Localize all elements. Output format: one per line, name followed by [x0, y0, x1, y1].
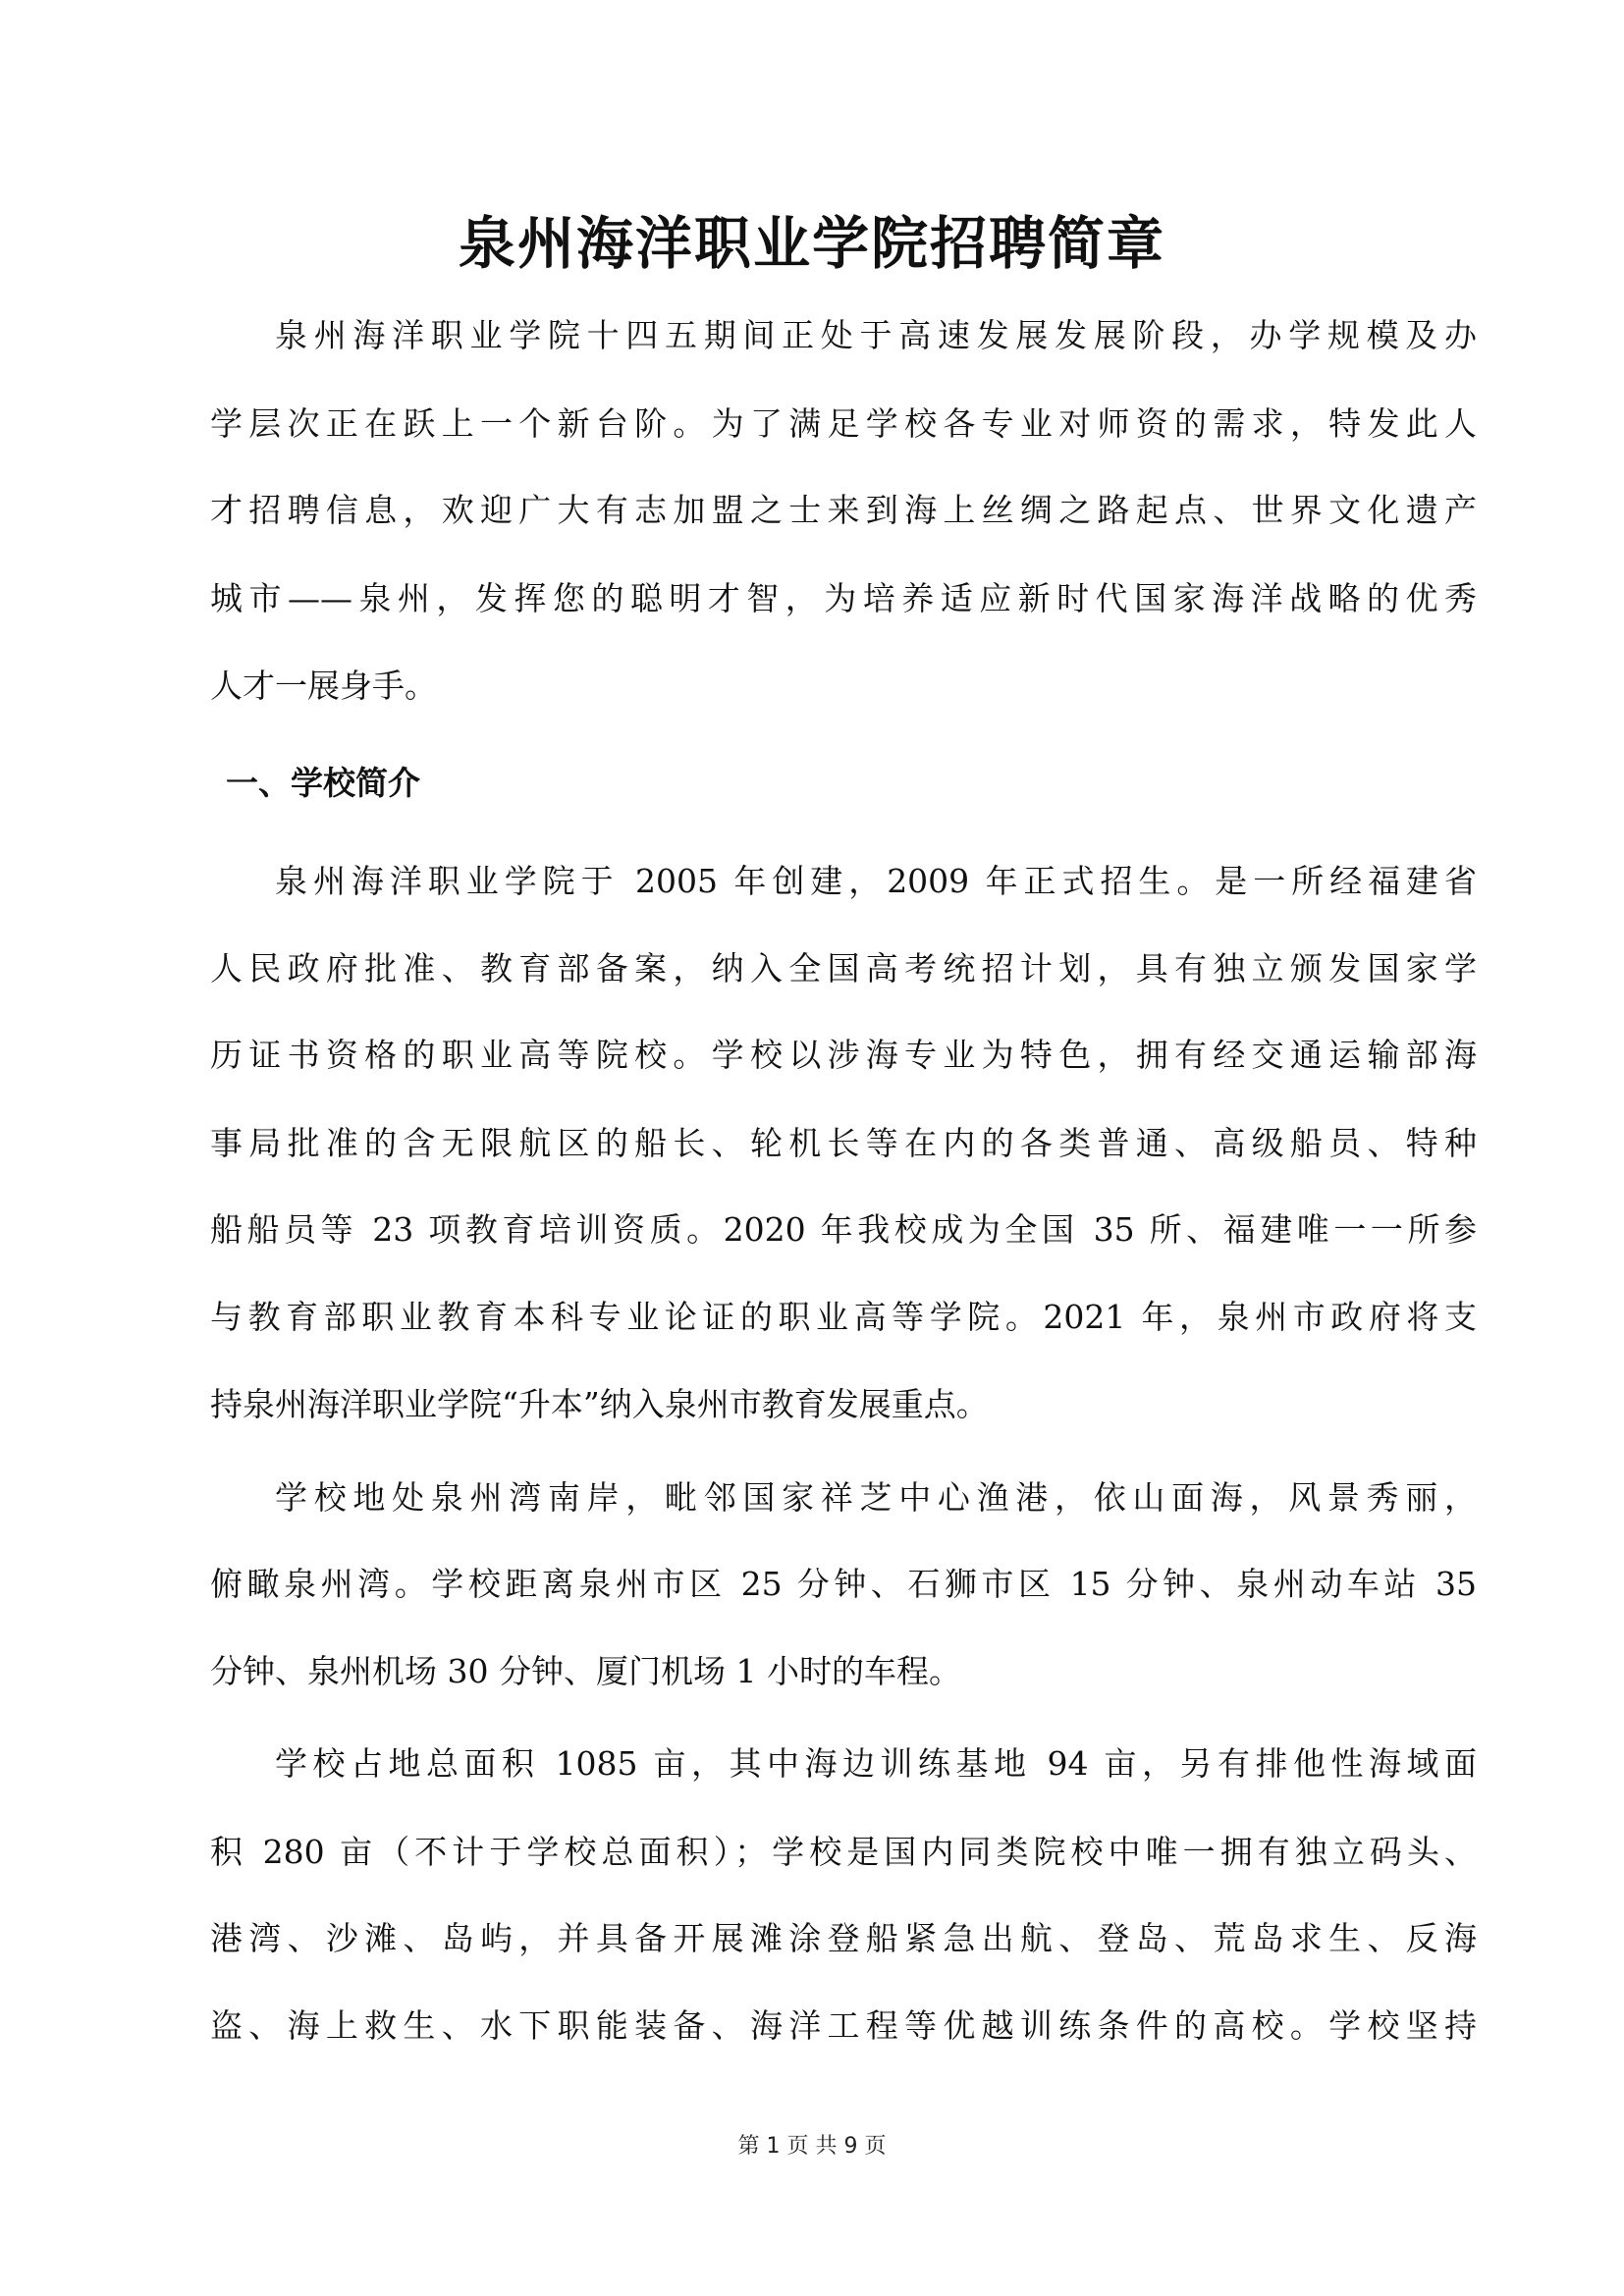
page-number-footer: 第 1 页 共 9 页	[737, 2134, 887, 2159]
paragraph-line: 才招聘信息，欢迎广大有志加盟之士来到海上丝绸之路起点、世界文化遗产	[210, 491, 1477, 529]
paragraph-line: 俯瞰泉州湾。学校距离泉州市区 25 分钟、石狮市区 15 分钟、泉州动车站 35	[210, 1565, 1477, 1603]
paragraph-line: 分钟、泉州机场 30 分钟、厦门机场 1 小时的车程。	[210, 1652, 961, 1690]
paragraph-line: 事局批准的含无限航区的船长、轮机长等在内的各类普通、高级船员、特种	[210, 1124, 1477, 1162]
paragraph-line: 城市——泉州，发挥您的聪明才智，为培养适应新时代国家海洋战略的优秀	[210, 579, 1477, 617]
paragraph-line: 学校地处泉州湾南岸，毗邻国家祥芝中心渔港，依山面海，风景秀丽，	[275, 1478, 1477, 1517]
paragraph-line: 船船员等 23 项教育培训资质。2020 年我校成为全国 35 所、福建唯一一所参	[210, 1210, 1477, 1249]
paragraph-line: 港湾、沙滩、岛屿，并具备开展滩涂登船紧急出航、登岛、荒岛求生、反海	[210, 1919, 1477, 1957]
paragraph-line: 泉州海洋职业学院于 2005 年创建，2009 年正式招生。是一所经福建省	[275, 862, 1477, 900]
document-title: 泉州海洋职业学院招聘简章	[458, 210, 1165, 277]
paragraph-line: 学层次正在跃上一个新台阶。为了满足学校各专业对师资的需求，特发此人	[210, 404, 1477, 443]
paragraph-line: 积 280 亩（不计于学校总面积）；学校是国内同类院校中唯一拥有独立码头、	[210, 1833, 1477, 1871]
paragraph-line: 持泉州海洋职业学院“升本”纳入泉州市教育发展重点。	[210, 1385, 989, 1423]
paragraph-line: 盗、海上救生、水下职能装备、海洋工程等优越训练条件的高校。学校坚持	[210, 2006, 1477, 2045]
paragraph-line: 人才一展身手。	[210, 667, 437, 705]
paragraph-line: 学校占地总面积 1085 亩，其中海边训练基地 94 亩，另有排他性海域面	[275, 1744, 1477, 1783]
section-heading: 一、学校简介	[226, 764, 420, 802]
paragraph-line: 泉州海洋职业学院十四五期间正处于高速发展发展阶段，办学规模及办	[275, 316, 1477, 354]
paragraph-line: 人民政府批准、教育部备案，纳入全国高考统招计划，具有独立颁发国家学	[210, 949, 1477, 988]
paragraph-line: 历证书资格的职业高等院校。学校以涉海专业为特色，拥有经交通运输部海	[210, 1036, 1477, 1074]
paragraph-line: 与教育部职业教育本科专业论证的职业高等学院。2021 年，泉州市政府将支	[210, 1298, 1477, 1336]
